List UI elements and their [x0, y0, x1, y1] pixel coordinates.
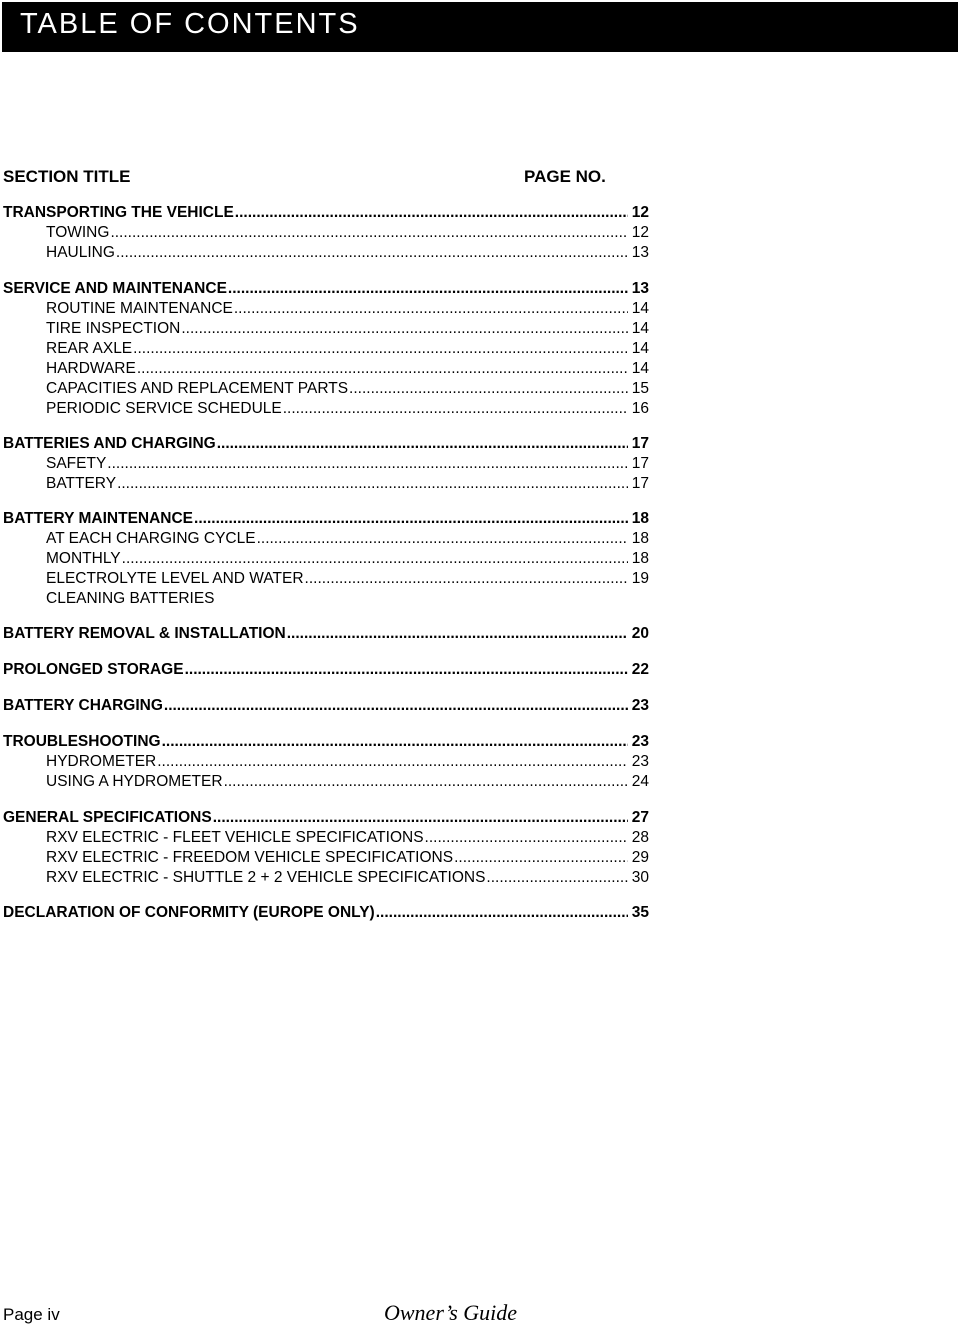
- toc-section-entry: [3, 623, 649, 643]
- toc-entry-label: SERVICE AND MAINTENANCE: [3, 280, 227, 297]
- toc-section-entry: [3, 508, 649, 528]
- toc-entry-page-number: 24: [631, 773, 649, 790]
- toc-section-entry: [3, 731, 649, 751]
- toc-dot-leader: [122, 550, 628, 568]
- toc-dot-leader: [235, 204, 628, 222]
- toc-dot-leader: [137, 360, 628, 378]
- toc-section-entry: [3, 807, 649, 827]
- toc-subsection-entry: [46, 867, 649, 887]
- toc-entry-label: CAPACITIES AND REPLACEMENT PARTS: [46, 380, 349, 397]
- toc-entry-page-number: 12: [631, 204, 649, 221]
- toc-dot-leader: [157, 753, 628, 771]
- toc-dot-leader: [162, 733, 628, 751]
- toc-entry-label: TIRE INSPECTION: [46, 320, 181, 337]
- toc-entry-label: HARDWARE: [46, 360, 136, 377]
- toc-dot-leader: [117, 475, 628, 493]
- toc-dot-leader: [181, 320, 627, 338]
- toc-entry-page-number: 14: [631, 360, 649, 377]
- toc-dot-leader: [110, 224, 627, 242]
- toc-entry-label: BATTERY CHARGING: [3, 697, 163, 714]
- toc-subsection-entry: [46, 751, 649, 771]
- toc-entry-page-number: 14: [631, 340, 649, 357]
- toc-entry-page-number: 18: [631, 510, 649, 527]
- title-bar: [2, 2, 958, 52]
- toc-entry-page-number: 22: [631, 661, 649, 678]
- toc-entry-page-number: 23: [631, 697, 649, 714]
- toc-entry-label: BATTERY: [46, 475, 117, 492]
- toc-entry-page-number: 12: [631, 224, 649, 241]
- toc-subsection-entry: [46, 222, 649, 242]
- page-title: TABLE OF CONTENTS: [20, 8, 360, 40]
- toc-entry-page-number: 14: [631, 300, 649, 317]
- toc-dot-leader: [454, 849, 628, 867]
- toc-entry-page-number: 18: [631, 550, 649, 567]
- toc-subsection-entry: [46, 338, 649, 358]
- toc-dot-leader: [224, 773, 628, 791]
- toc-dot-leader: [185, 661, 628, 679]
- toc-entry-label: TROUBLESHOOTING: [3, 733, 161, 750]
- toc-entry-page-number: 14: [631, 320, 649, 337]
- toc-entry-page-number: 13: [631, 280, 649, 297]
- toc-entry-label: MONTHLY: [46, 550, 121, 567]
- toc-dot-leader: [107, 455, 627, 473]
- toc-entry-label: AT EACH CHARGING CYCLE: [46, 530, 256, 547]
- toc-dot-leader: [425, 829, 628, 847]
- toc-dot-leader: [194, 510, 628, 528]
- toc-dot-leader: [228, 280, 628, 298]
- toc-subsection-entry: [46, 453, 649, 473]
- toc-dot-leader: [283, 400, 628, 418]
- toc-entry-label: TOWING: [46, 224, 110, 241]
- toc-entry-label: RXV ELECTRIC - FREEDOM VEHICLE SPECIFICATIONS: [46, 849, 454, 866]
- toc-entry-page-number: 13: [631, 244, 649, 261]
- toc-subsection-entry: [46, 568, 649, 588]
- toc-entry-page-number: 19: [631, 570, 649, 587]
- toc-entry-label: PROLONGED STORAGE: [3, 661, 184, 678]
- toc-entry-label: TRANSPORTING THE VEHICLE: [3, 204, 234, 221]
- toc-entry-label: BATTERY REMOVAL & INSTALLATION: [3, 625, 286, 642]
- toc-entry-page-number: 35: [631, 904, 649, 921]
- toc-subsection-entry: [46, 827, 649, 847]
- toc-entry-page-number: 28: [631, 829, 649, 846]
- toc-entry-page-number: 30: [631, 869, 649, 886]
- page-number-header: PAGE NO.: [524, 167, 606, 186]
- toc-entry-label: HAULING: [46, 244, 115, 261]
- toc-section-entry: [3, 659, 649, 679]
- toc-entry-page-number: 17: [631, 455, 649, 472]
- section-title-header: SECTION TITLE: [3, 167, 131, 186]
- toc-entry-page-number: 27: [631, 809, 649, 826]
- toc-entry-label: ELECTROLYTE LEVEL AND WATER: [46, 570, 304, 587]
- toc-section-entry: [3, 202, 649, 222]
- toc-entry-label: ROUTINE MAINTENANCE: [46, 300, 233, 317]
- toc-entry-label: REAR AXLE: [46, 340, 133, 357]
- toc-entry-label: USING A HYDROMETER: [46, 773, 223, 790]
- toc-dot-leader: [287, 625, 628, 643]
- toc-entry-label: CLEANING BATTERIES: [46, 590, 215, 607]
- toc-section-entry: [3, 902, 649, 922]
- toc-subsection-entry: [46, 298, 649, 318]
- page-number-footer: Page iv: [3, 1305, 60, 1324]
- toc-dot-leader: [234, 300, 628, 318]
- toc-entry-page-number: 17: [631, 435, 649, 452]
- toc-dot-leader: [164, 697, 628, 715]
- toc-entry-label: SAFETY: [46, 455, 107, 472]
- toc-entry-page-number: 17: [631, 475, 649, 492]
- toc-subsection-entry: [46, 242, 649, 262]
- toc-subsection-entry: [46, 378, 649, 398]
- toc-entry-page-number: 18: [631, 530, 649, 547]
- toc-subsection-entry: [46, 548, 649, 568]
- toc-subsection-entry: [46, 771, 649, 791]
- toc-dot-leader: [116, 244, 628, 262]
- toc-entry-page-number: 29: [631, 849, 649, 866]
- guide-name-footer: Owner’s Guide: [384, 1300, 518, 1325]
- toc-dot-leader: [305, 570, 628, 588]
- toc-entry-page-number: 16: [631, 400, 649, 417]
- toc-entry-label: RXV ELECTRIC - SHUTTLE 2 + 2 VEHICLE SPECIFICATIONS: [46, 869, 486, 886]
- toc-entry-label: DECLARATION OF CONFORMITY (EUROPE ONLY): [3, 904, 375, 921]
- toc-section-entry: [3, 695, 649, 715]
- toc-entry-label: RXV ELECTRIC - FLEET VEHICLE SPECIFICATIONS: [46, 829, 424, 846]
- toc-subsection-entry: [46, 588, 649, 608]
- toc-entry-label: BATTERIES AND CHARGING: [3, 435, 216, 452]
- toc-dot-leader: [133, 340, 628, 358]
- toc-entry-label: GENERAL SPECIFICATIONS: [3, 809, 212, 826]
- toc-dot-leader: [349, 380, 628, 398]
- toc-entry-label: PERIODIC SERVICE SCHEDULE: [46, 400, 282, 417]
- toc-subsection-entry: [46, 528, 649, 548]
- toc-entry-page-number: 23: [631, 753, 649, 770]
- toc-dot-leader: [217, 435, 628, 453]
- toc-dot-leader: [257, 530, 628, 548]
- toc-entry-label: HYDROMETER: [46, 753, 157, 770]
- toc-dot-leader: [213, 809, 628, 827]
- toc-section-entry: [3, 433, 649, 453]
- toc-subsection-entry: [46, 473, 649, 493]
- toc-subsection-entry: [46, 358, 649, 378]
- toc-section-entry: [3, 278, 649, 298]
- toc-dot-leader: [376, 904, 628, 922]
- toc-subsection-entry: [46, 398, 649, 418]
- toc-entry-label: BATTERY MAINTENANCE: [3, 510, 194, 527]
- toc-dot-leader: [486, 869, 627, 887]
- toc-subsection-entry: [46, 318, 649, 338]
- toc-entry-page-number: 15: [631, 380, 649, 397]
- toc-entry-page-number: 20: [631, 625, 649, 642]
- toc-entry-page-number: 23: [631, 733, 649, 750]
- toc-subsection-entry: [46, 847, 649, 867]
